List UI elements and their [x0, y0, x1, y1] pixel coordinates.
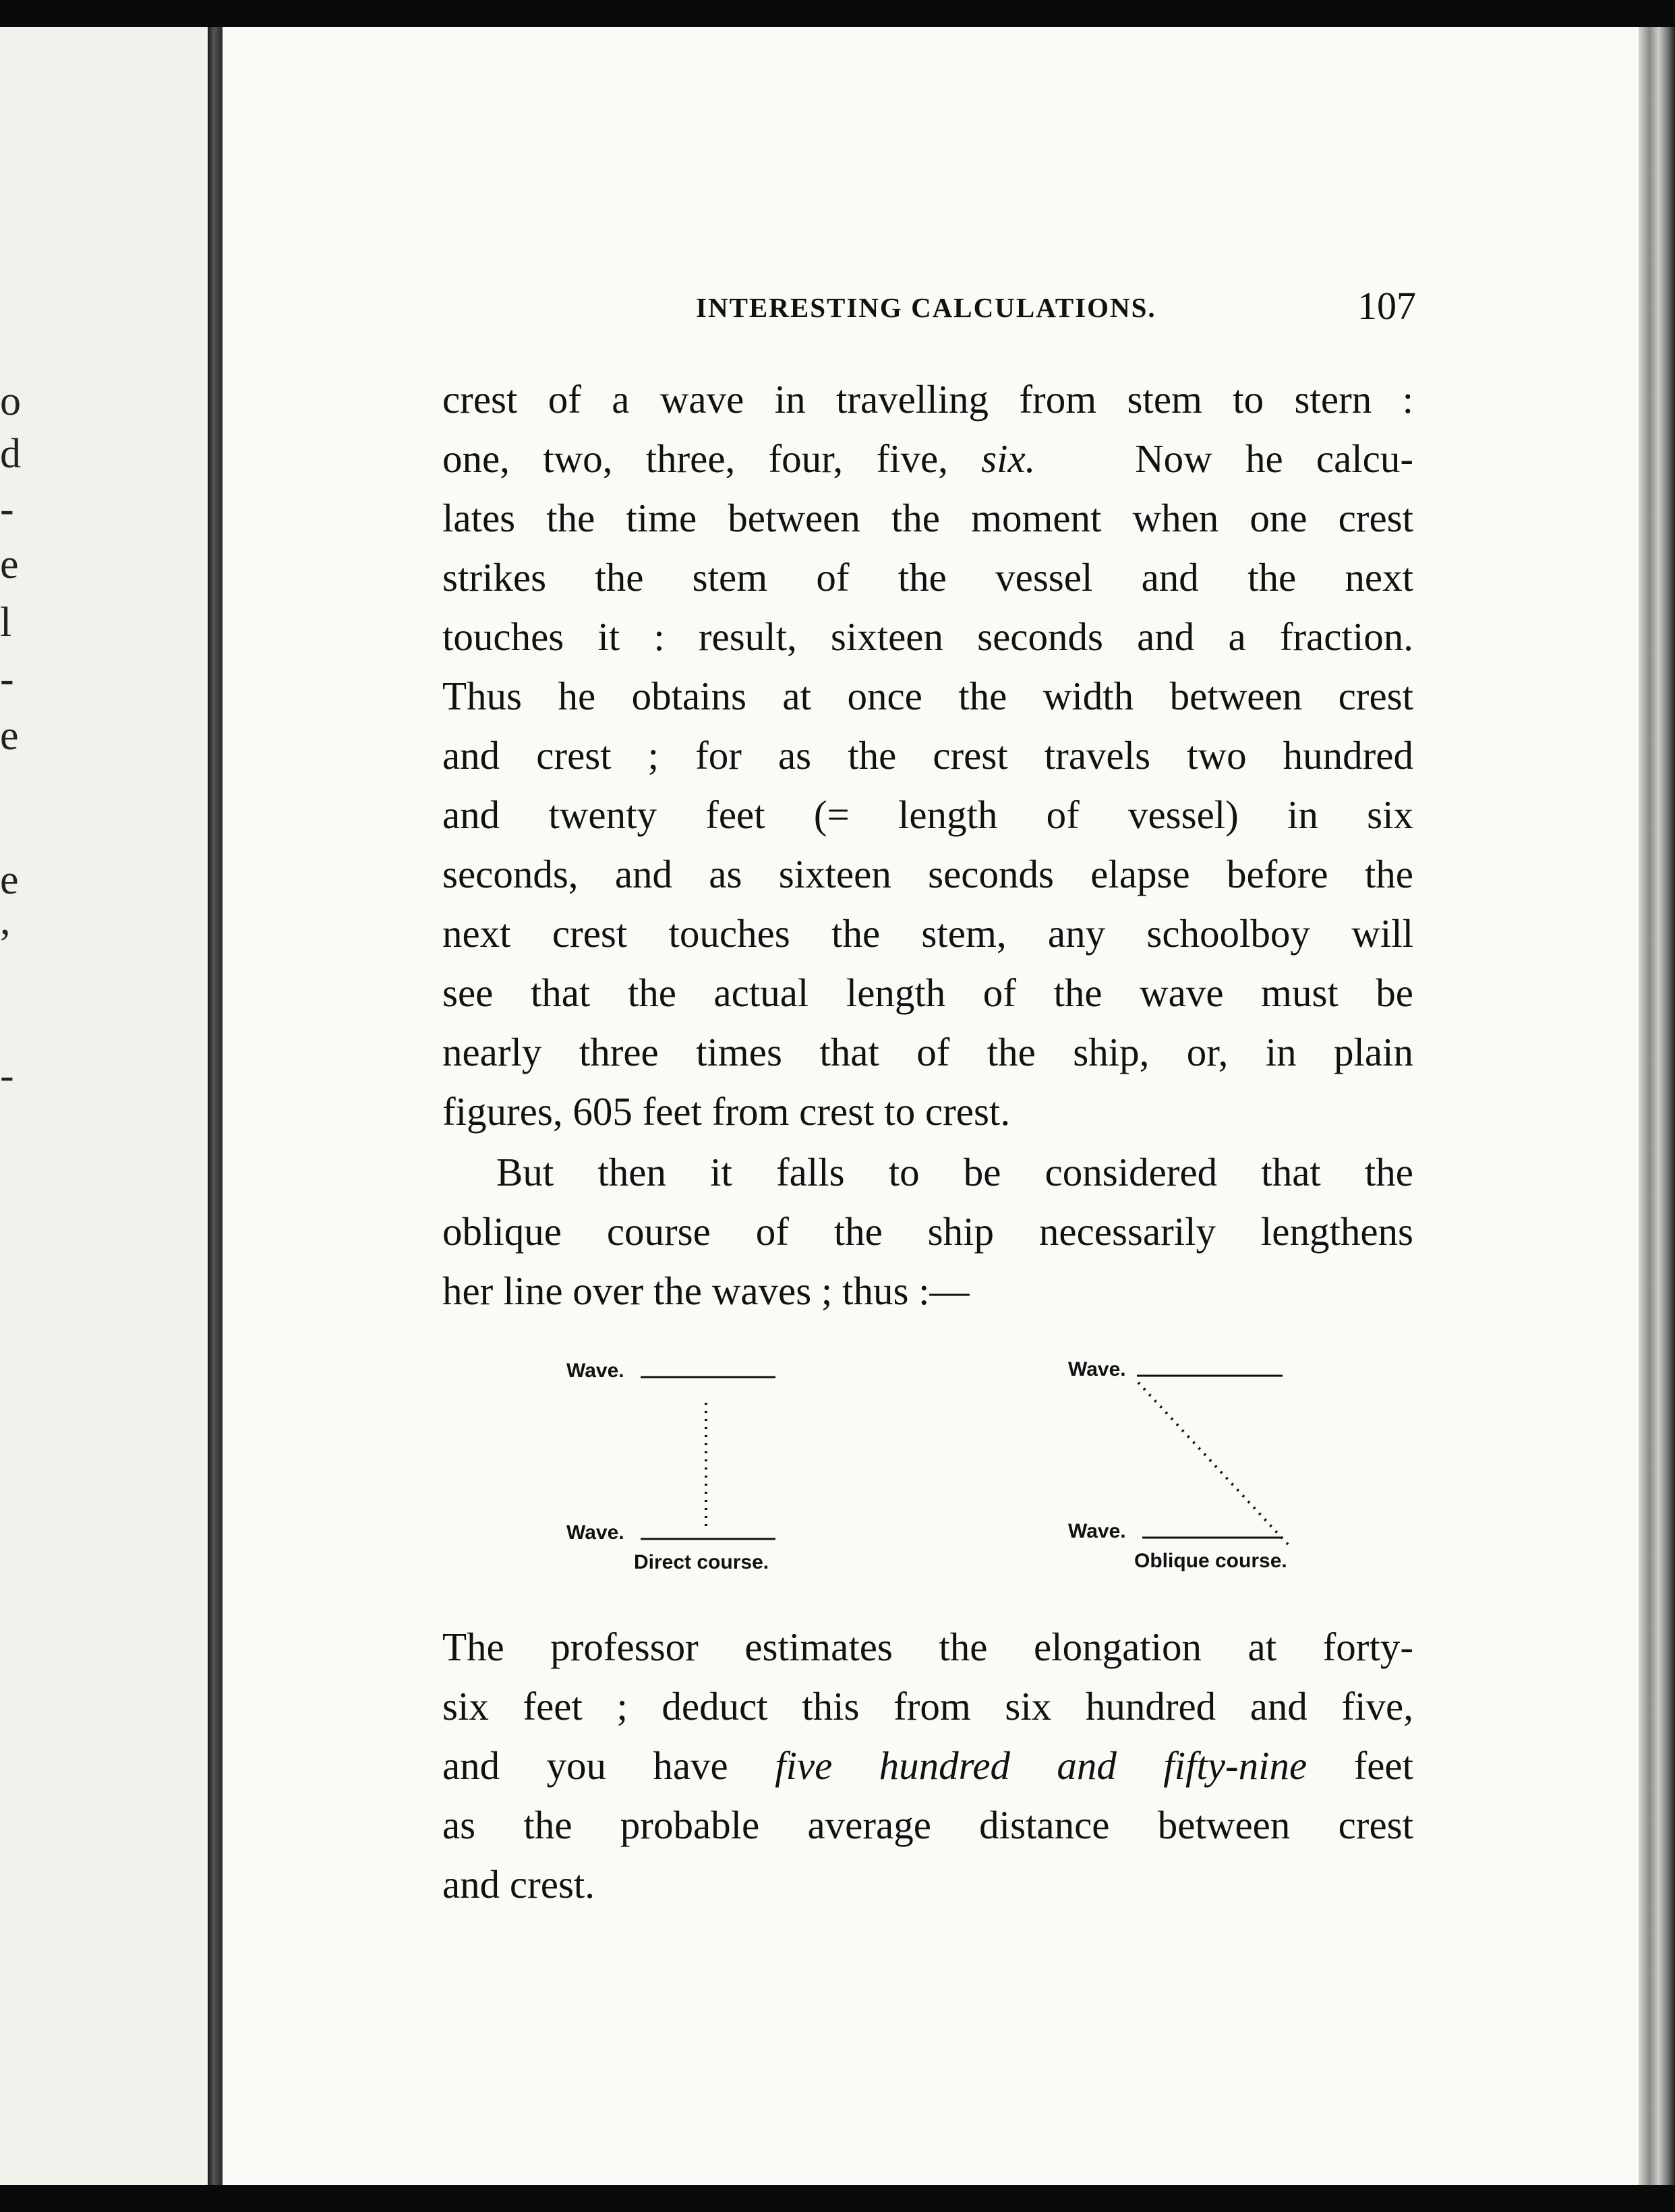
text-line: The professor estimates the elongation at forty-	[442, 1625, 1413, 1669]
oblique-course-path	[1138, 1382, 1288, 1544]
page-number: 107	[1357, 284, 1416, 328]
text-line: as the probable average distance between crest	[442, 1803, 1413, 1847]
text-line: six feet ; deduct this from six hundred and five,	[442, 1684, 1413, 1728]
text-line: Thus he obtains at once the width between crest	[442, 674, 1413, 718]
fragment: e	[0, 542, 19, 587]
text-line: strikes the stem of the vessel and the next	[442, 555, 1413, 600]
direct-top-wave-label: Wave.	[566, 1360, 624, 1382]
wave-course-diagram	[553, 1342, 1335, 1585]
oblique-top-wave-label: Wave.	[1068, 1358, 1126, 1380]
fragment: o	[0, 378, 21, 424]
book-gutter	[208, 27, 223, 2185]
text-line: and crest ; for as the crest travels two hundred	[442, 733, 1413, 778]
text-line: lates the time between the moment when one crest	[442, 496, 1413, 540]
text-line: seconds, and as sixteen seconds elapse before the	[442, 852, 1413, 896]
fragment: l	[0, 600, 12, 645]
running-title: INTERESTING CALCULATIONS.	[696, 292, 1156, 323]
text-run: feet	[1353, 1743, 1413, 1788]
direct-bottom-wave-label: Wave.	[566, 1521, 624, 1544]
text-line: crest of a wave in travelling from stem to stern :	[442, 377, 1413, 421]
text-line: oblique course of the ship necessarily lengthens	[442, 1209, 1413, 1254]
facing-page-text-fragments	[0, 27, 27, 2185]
text-run: and you have	[442, 1743, 728, 1788]
fragment: e	[0, 857, 19, 903]
paragraph-2	[442, 1142, 1413, 1320]
fragment: -	[0, 486, 14, 532]
text-line: see that the actual length of the wave must be	[442, 970, 1413, 1015]
direct-course-caption: Direct course.	[634, 1551, 769, 1573]
fragment: -	[0, 656, 14, 702]
text-line: and twenty feet (= length of vessel) in six	[442, 792, 1413, 837]
text-line: and crest.	[442, 1862, 595, 1907]
paragraph-1	[442, 370, 1413, 1141]
text-line: But then it falls to be considered that the	[496, 1150, 1413, 1194]
italic-run: six.	[981, 436, 1036, 481]
text-line: next crest touches the stem, any schoolboy will	[442, 911, 1413, 956]
text-line: nearly three times that of the ship, or, in plain	[442, 1030, 1413, 1074]
italic-run: five hundred and fifty-nine	[775, 1743, 1307, 1788]
page-stack-edge	[1639, 27, 1675, 2185]
text-line: figures, 605 feet from crest to crest.	[442, 1089, 1011, 1134]
facing-page-edge	[0, 27, 208, 2185]
fragment: d	[0, 431, 21, 477]
oblique-bottom-wave-label: Wave.	[1068, 1520, 1126, 1542]
paragraph-3	[442, 1617, 1413, 1914]
fragment: -	[0, 1053, 14, 1099]
fragment: ,	[0, 898, 11, 943]
text-run: one, two, three, four, five,	[442, 436, 948, 481]
text-run: Now he calcu-	[1135, 436, 1414, 481]
oblique-course-caption: Oblique course.	[1134, 1550, 1287, 1572]
text-line	[442, 1736, 1413, 1795]
text-line: her line over the waves ; thus :—	[442, 1269, 970, 1313]
text-line	[442, 429, 1413, 488]
wave-course-figure	[553, 1342, 1335, 1585]
text-line: touches it : result, sixteen seconds and a fraction.	[442, 614, 1413, 659]
fragment: e	[0, 713, 19, 759]
